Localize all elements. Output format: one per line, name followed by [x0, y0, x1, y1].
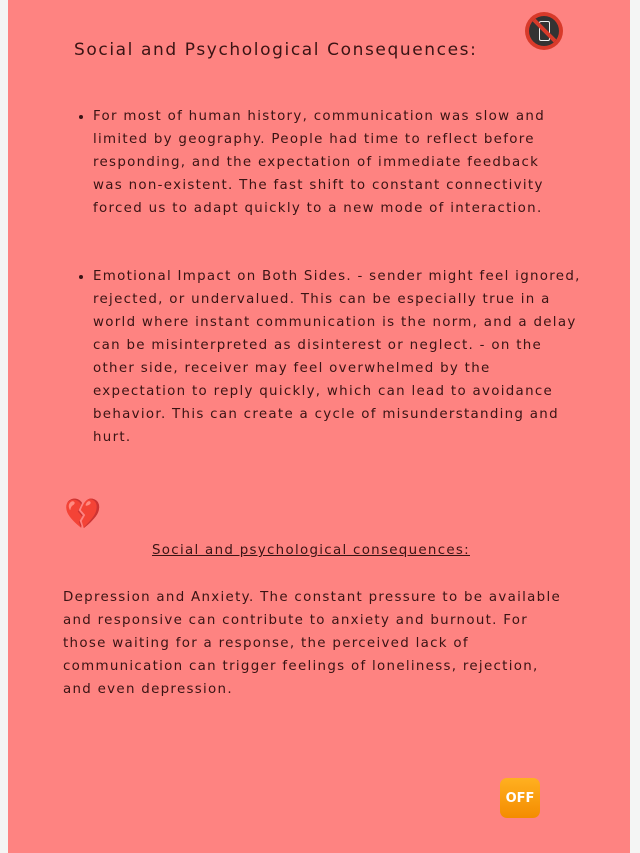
bullet-list-1: [70, 105, 593, 220]
broken-heart-icon: 💔: [64, 497, 102, 532]
depression-paragraph: [63, 586, 561, 701]
text-line: Depression and Anxiety. The constant pressure to be available: [63, 590, 562, 605]
mobile-phone-off-icon: OFF: [500, 778, 540, 818]
text-line: was non-existent. The fast shift to constant connectivity: [93, 178, 544, 193]
text-line: forced us to adapt quickly to a new mode of interaction.: [93, 201, 543, 216]
bullet-history: [93, 105, 593, 220]
text-line: behavior. This can create a cycle of misunderstanding and: [93, 407, 559, 422]
text-line: • For most of human history, communication was slow and: [93, 109, 545, 124]
text-line: world where instant communication is the norm, and a delay: [93, 315, 577, 330]
text-line: other side, receiver may feel overwhelmed by the: [93, 361, 491, 376]
text-line: communication can trigger feelings of loneliness, rejection,: [63, 659, 539, 674]
text-line: expectation to reply quickly, which can lead to avoidance: [93, 384, 554, 399]
bullet-emotional-impact: [93, 265, 593, 449]
text-line: responding, and the expectation of immediate feedback: [93, 155, 540, 170]
text-line: limited by geography. People had time to reflect before: [93, 132, 535, 147]
page-title: Social and Psychological Consequences:: [74, 40, 478, 60]
no-mobile-phones-icon: [525, 12, 563, 50]
text-line: can be misinterpreted as disinterest or neglect. - on the: [93, 338, 543, 353]
bullet-list-2: [70, 265, 593, 449]
text-line: those waiting for a response, the perceived lack of: [63, 636, 469, 651]
text-line: and even depression.: [63, 682, 233, 697]
subheading: Social and psychological consequences:: [152, 543, 470, 558]
text-line: rejected, or undervalued. This can be especially true in a: [93, 292, 551, 307]
text-line: and responsive can contribute to anxiety and burnout. For: [63, 613, 529, 628]
text-line: hurt.: [93, 430, 132, 445]
text-line: • Emotional Impact on Both Sides. - sender might feel ignored,: [93, 269, 581, 284]
